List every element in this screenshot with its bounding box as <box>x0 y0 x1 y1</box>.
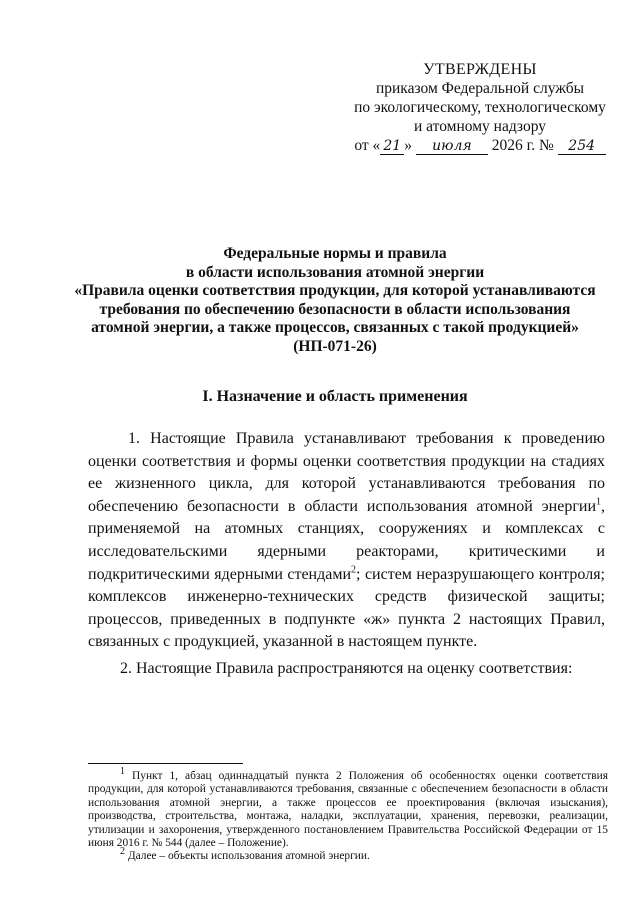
footnote-ref-2: 2 <box>351 564 357 576</box>
footnote-2 <box>88 846 608 863</box>
approval-heading: УТВЕРЖДЕНЫ <box>423 61 537 78</box>
approval-line-2: по экологическому, технологическому <box>354 99 606 116</box>
paragraph-1 <box>88 428 605 654</box>
approval-block <box>330 60 630 155</box>
approval-date-line <box>330 136 630 155</box>
paragraph-1-part-1: 1. Настоящие Правила устанавливают требования к проведению оценки соответствия и формы оценки соответствия продукции на стадиях ее жизненного цикла, для которой устанавливаются требования по обеспечению безопасности в области использования атомной энергии <box>88 430 605 515</box>
section-heading: I. Назначение и область применения <box>202 388 468 405</box>
paragraph-1-part-2: , применяемой на атомных станциях, сооружениях и комплексах с исследовательскими ядерными реакторами, критическими и подкритическими ядерными стендами <box>88 497 605 583</box>
date-quote-close: » <box>404 137 413 154</box>
title-line-1: Федеральные нормы и правила <box>223 245 447 262</box>
paragraph-1-part-3: ; систем неразрушающего контроля; комплексов инженерно-технических средств физической защиты; процессов, приведенных в подпункте «ж» пункта 2 настоящих Правил, связанных с продукцией, указанной в настоящем пункте. <box>88 565 605 651</box>
approval-line-3: и атомному надзору <box>414 118 546 135</box>
approval-line-1: приказом Федеральной службы <box>375 80 585 97</box>
footnote-ref-1: 1 <box>596 496 601 508</box>
date-prefix: от « <box>354 137 381 154</box>
title-line-5: атомной энергии, а также процессов, связанных с такой продукцией» <box>91 319 579 336</box>
title-line-4: требования по обеспечению безопасности в области использования <box>99 300 571 318</box>
footnote-2-number: 2 <box>120 846 125 858</box>
handwritten-month: июля <box>416 139 488 155</box>
paragraph-2: 2. Настоящие Правила распространяются на оценку соответствия: <box>120 659 573 677</box>
footnote-1 <box>88 766 608 850</box>
footnote-2-text: Далее – объекты использования атомной энергии. <box>125 850 370 863</box>
document-body <box>88 428 605 697</box>
handwritten-order-number: 254 <box>558 139 606 155</box>
title-line-2: в области использования атомной энергии <box>185 263 485 281</box>
footnotes <box>88 766 608 864</box>
footnote-1-number: 1 <box>120 766 125 778</box>
footnote-separator <box>88 763 243 764</box>
year-text: 2026 г. № <box>491 137 554 154</box>
title-line-3: «Правила оценки соответствия продукции, для которой устанавливаются <box>74 282 596 299</box>
handwritten-day: 21 <box>380 139 404 155</box>
footnote-1-text: Пункт 1, абзац одиннадцатый пункта 2 Положения об особенностях оценки соответствия продукции, для которой устанавливаются требования, связанные с обеспечением безопасности в области использования атомной энергии, а также процессов ее проектирования (включая изыскания), производства, строительства, монтажа, наладки, эксплуатации, хранения, перевозки, реализации, утилизации и захоронения, утвержденного постановлением Правительства Российской Федерации от 15 июня 2016 г. № 544 (далее – Положение). <box>88 770 608 850</box>
document-title <box>70 245 600 356</box>
title-line-6: (НП-071-26) <box>293 337 377 355</box>
